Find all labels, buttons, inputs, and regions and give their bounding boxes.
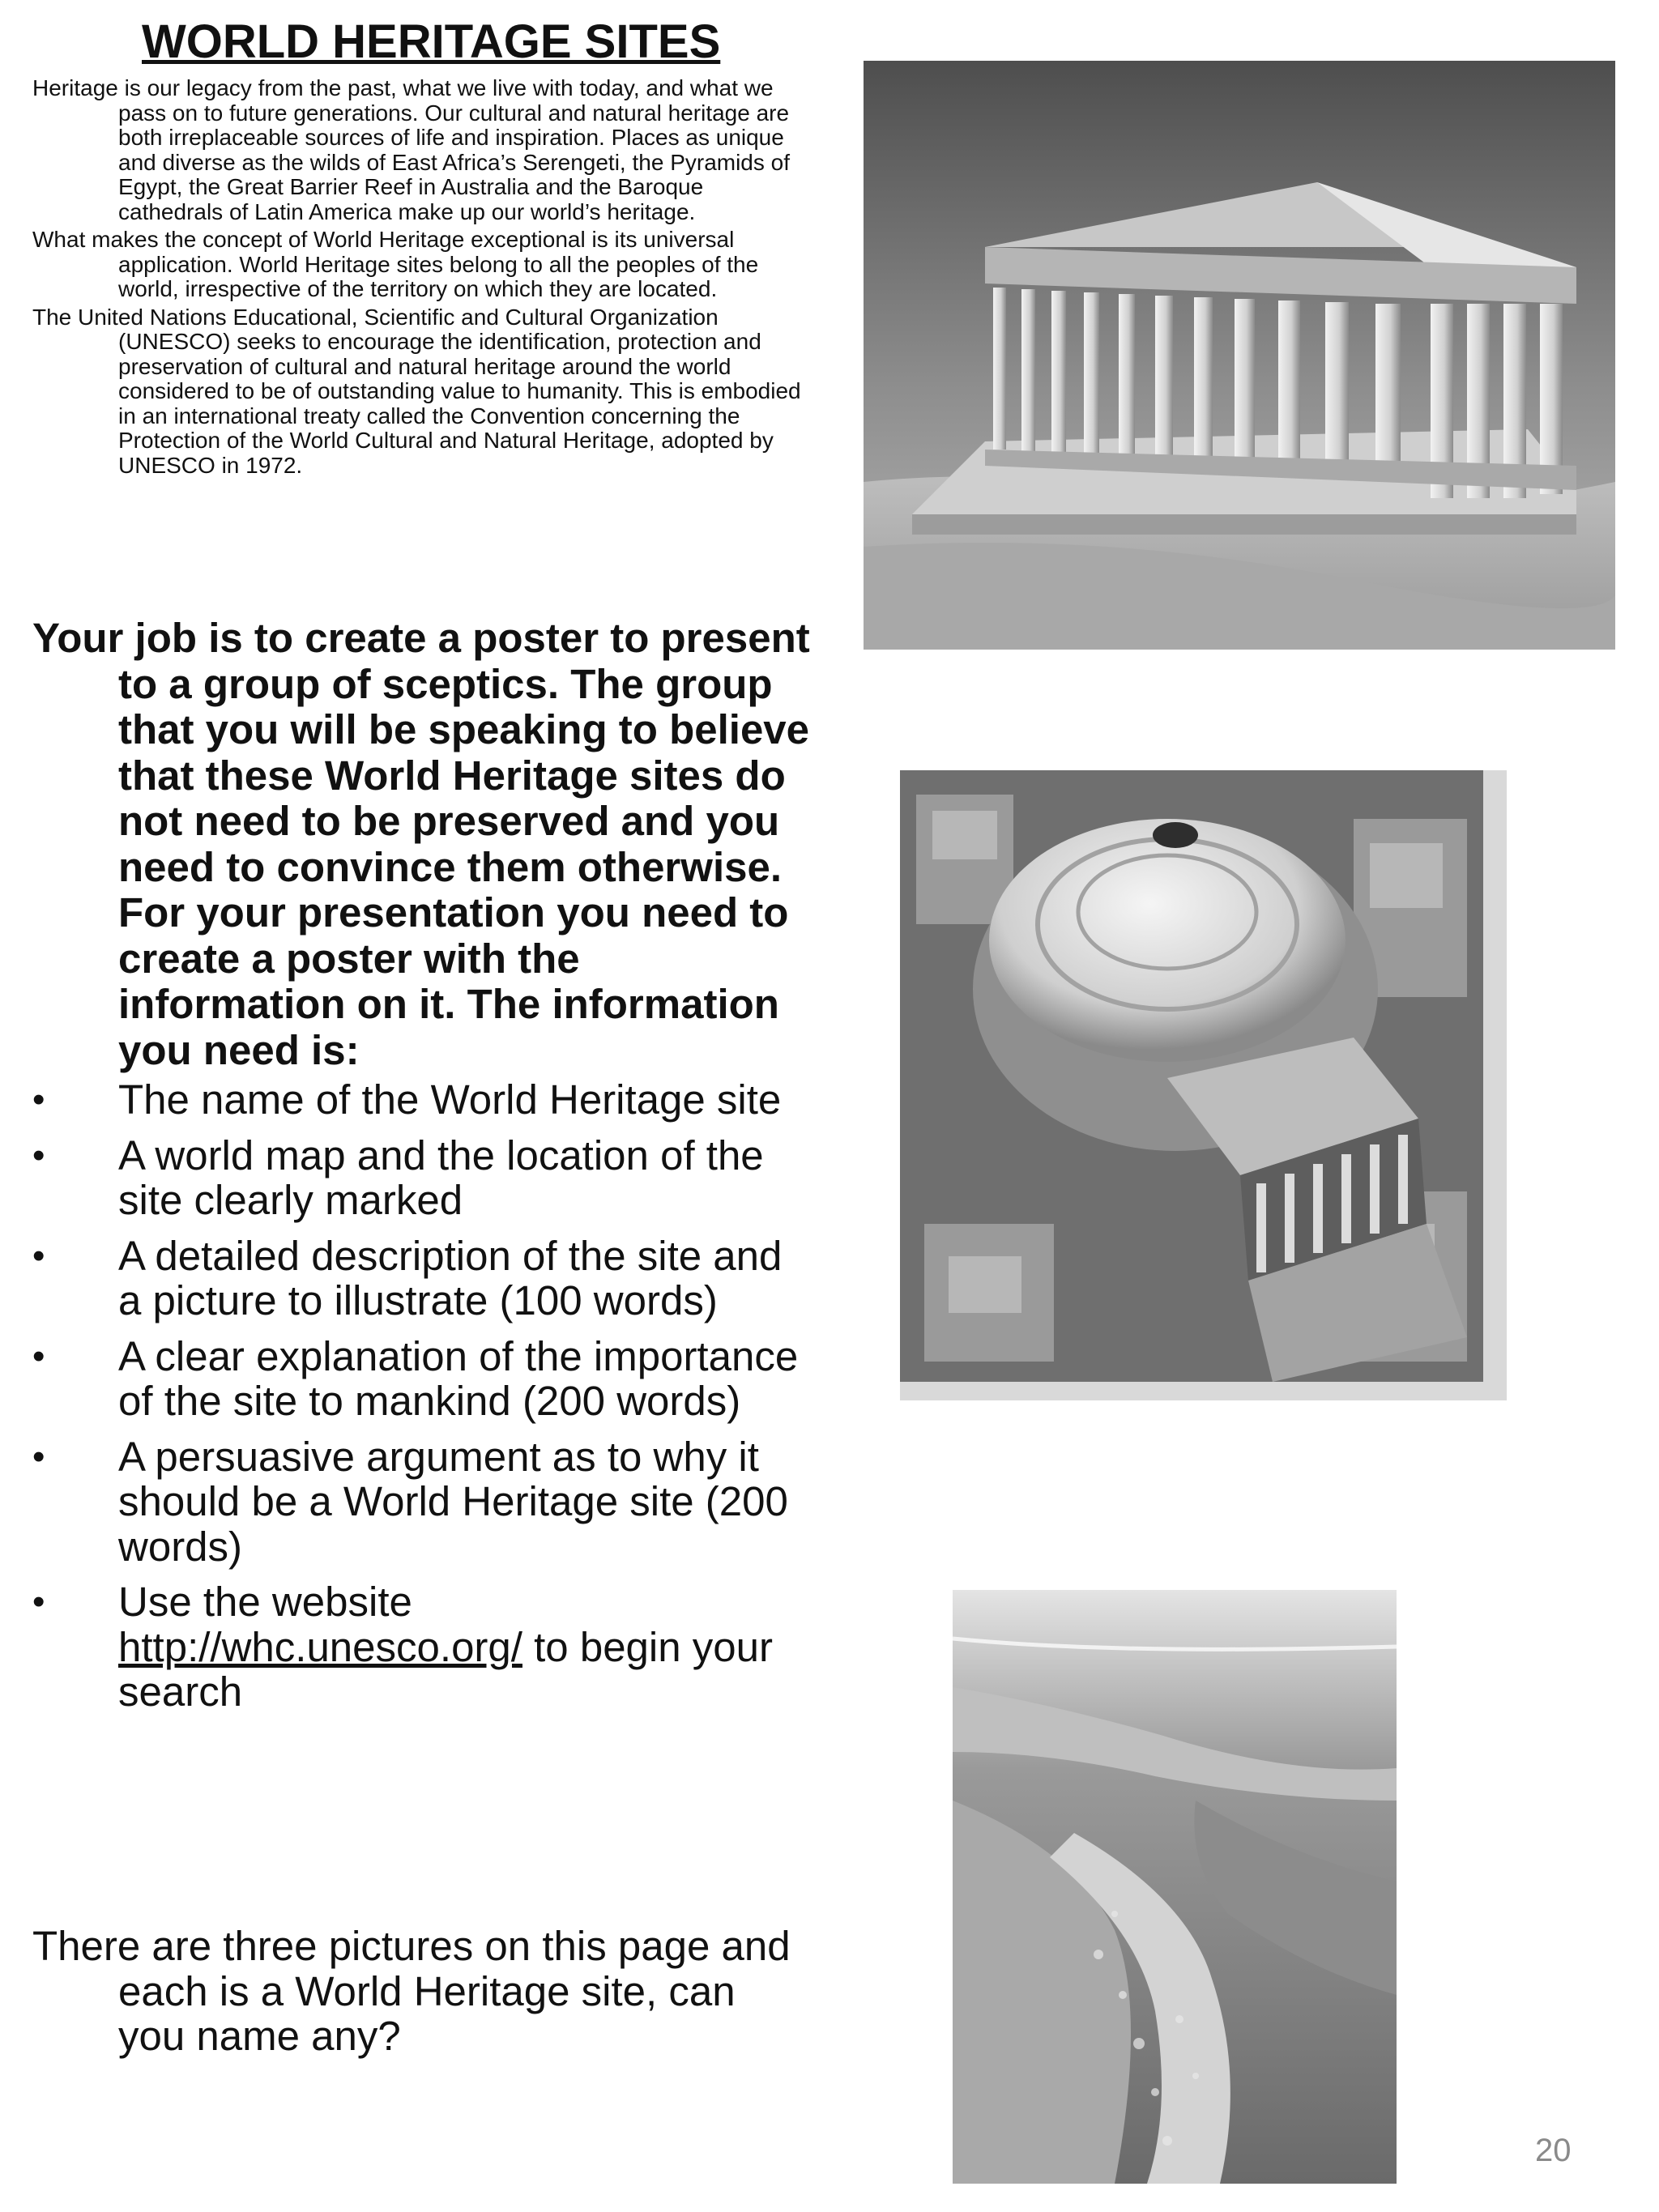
bullet-icon: •: [32, 1235, 45, 1276]
requirement-item: [32, 1234, 810, 1323]
intro-paragraph-unesco: The United Nations Educational, Scientific and Cultural Organization (UNESCO) seeks to encourage the identification, protection and preservation of cultural and natural heritage around the world considered to be of outstanding value to humanity. This is embodied in an international treaty called the Convention concerning the Protection of the World Cultural and Natural Heritage, adopted by UNESCO in 1972.: [32, 304, 801, 478]
great-barrier-reef-photo: [953, 1590, 1397, 2184]
intro-paragraph-heritage: Heritage is our legacy from the past, what we live with today, and what we pass on to future generations. Our cultural and natural heritage are both irreplaceable sources of life and inspiration. Places as unique and diverse as the wilds of East Africa’s Serengeti, the Pyramids of Egypt, the Great Barrier Reef in Australia and the Baroque cathedrals of Latin America make up our world’s heritage.: [32, 75, 791, 224]
requirements-list: [32, 1077, 810, 1725]
requirement-text: A world map and the location of the site clearly marked: [118, 1132, 764, 1223]
requirement-text: A detailed description of the site and a picture to illustrate (100 words): [118, 1232, 783, 1323]
closing-question: There are three pictures on this page and each is a World Heritage site, can you name any?: [32, 1923, 791, 2059]
requirement-item-website: [32, 1579, 810, 1715]
bullet-icon: •: [32, 1436, 45, 1477]
requirement-item: [32, 1133, 810, 1223]
intro-text: [32, 76, 810, 481]
requirement-item: [32, 1077, 810, 1123]
requirement-item: [32, 1434, 810, 1570]
bullet-icon: •: [32, 1336, 45, 1376]
task-instructions: Your job is to create a poster to present to a group of sceptics. The group that you will be speaking to believe that these World Heritage sites do not need to be preserved and you need to convince them otherwise. For your presentation you need to create a poster with the information on it. The information you need is:: [32, 615, 810, 1073]
website-text-after: to begin your search: [118, 1623, 773, 1715]
page-number: 20: [1535, 2133, 1572, 2168]
parthenon-photo: [864, 61, 1615, 650]
page-title: WORLD HERITAGE SITES: [142, 15, 721, 68]
unesco-link[interactable]: http://whc.unesco.org/: [118, 1623, 522, 1670]
website-text-before: Use the website: [118, 1579, 412, 1625]
requirement-text: A clear explanation of the importance of the site to mankind (200 words): [118, 1332, 799, 1424]
requirement-text: A persuasive argument as to why it should be a World Heritage site (200 words): [118, 1433, 788, 1570]
pantheon-photo: [900, 770, 1507, 1400]
intro-paragraph-concept: What makes the concept of World Heritage exceptional is its universal application. World Heritage sites belong to all the peoples of the world, irrespective of the territory on which they are located.: [32, 227, 759, 301]
requirement-text: The name of the World Heritage site: [118, 1076, 782, 1123]
bullet-icon: •: [32, 1582, 45, 1622]
bullet-icon: •: [32, 1080, 45, 1119]
bullet-icon: •: [32, 1135, 45, 1175]
requirement-item: [32, 1334, 810, 1424]
